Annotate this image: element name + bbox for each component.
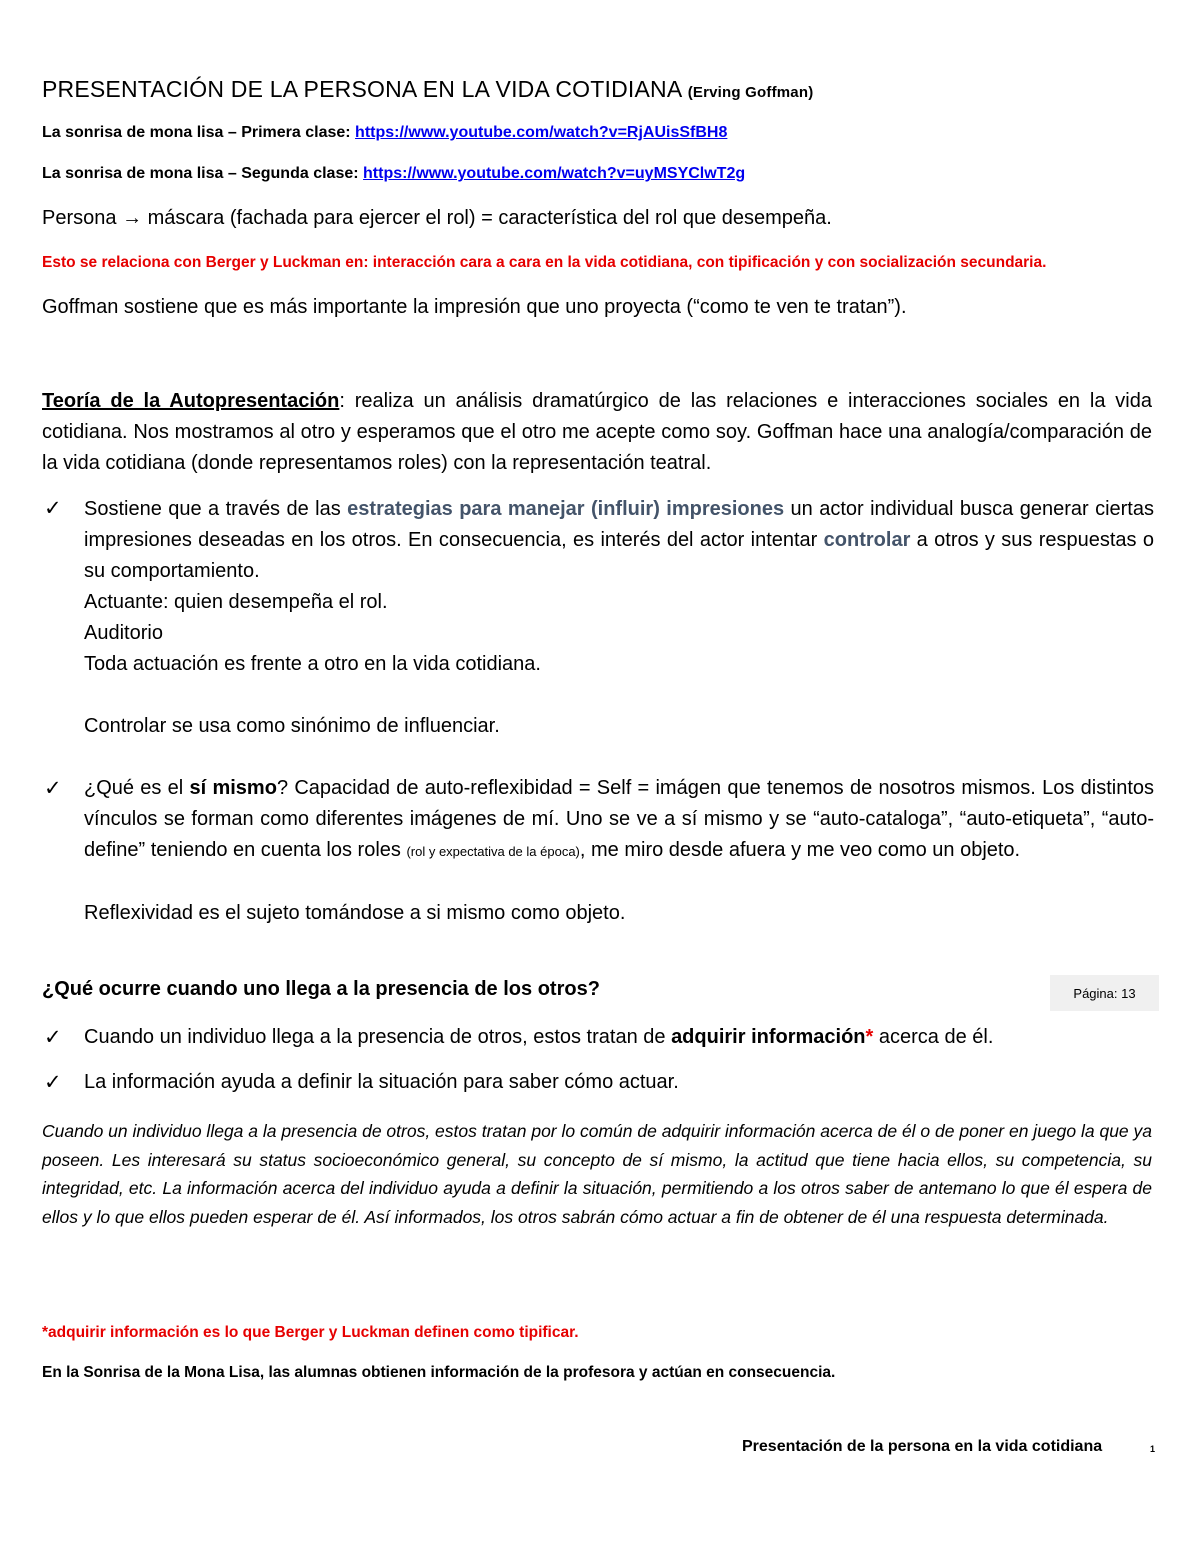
- check-icon: ✓: [44, 777, 62, 800]
- footer-page-number: 1: [1150, 1444, 1156, 1454]
- bullet2-p1: ¿Qué es el: [84, 777, 190, 799]
- page-number-box: Página: 13: [1050, 975, 1159, 1011]
- bullet1-actuacion: Toda actuación es frente a otro en la vida cotidiana.: [84, 653, 541, 675]
- bullet1-highlight-strategies: estrategias para manejar (influir) impresiones: [347, 498, 785, 520]
- bullet1-p2: un actor individual busca generar ciertas impresiones deseadas en los otros. En consecuencia, es interés del actor intentar: [84, 498, 1154, 551]
- bullet1-p3: a otros y sus respuestas o su comportamiento.: [84, 529, 1154, 582]
- bullet-si-mismo: [84, 773, 1154, 867]
- check-icon: ✓: [44, 1026, 62, 1049]
- footnote-mona-lisa: En la Sonrisa de la Mona Lisa, las alumnas obtienen información de la profesora y actúan en consecuencia.: [42, 1364, 836, 1381]
- bullet2-bold: sí mismo: [189, 777, 277, 799]
- link-primera-clase[interactable]: https://www.youtube.com/watch?v=RjAUisSfBH8: [355, 124, 728, 141]
- footer-title: Presentación de la persona en la vida cotidiana: [742, 1438, 1103, 1455]
- theory-text: : realiza un análisis dramatúrgico de las relaciones e interacciones sociales en la vida cotidiana. Nos mostramos al otro y esperamos que el otro me acepte como soy. Goffman hace una analogía/comparación de la vida cotidiana (donde representamos roles) con la representación teatral.: [42, 390, 1152, 474]
- page-title: [42, 76, 813, 103]
- footnote-tipificar: *adquirir información es lo que Berger y Luckman definen como tipificar.: [42, 1324, 579, 1341]
- link-segunda-clase[interactable]: https://www.youtube.com/watch?v=uyMSYClwT2g: [363, 165, 746, 182]
- bullet3-p1: Cuando un individuo llega a la presencia de otros, estos tratan de: [84, 1026, 672, 1048]
- bullet3-star: *: [865, 1026, 874, 1048]
- check-icon: ✓: [44, 497, 62, 520]
- bullet1-controlar: Controlar se usa como sinónimo de influenciar.: [84, 715, 500, 737]
- link-line-segunda: [42, 165, 745, 183]
- question-heading: ¿Qué ocurre cuando uno llega a la presencia de los otros?: [42, 978, 600, 1000]
- arrow-icon: →: [122, 207, 143, 229]
- bullet-informacion: La información ayuda a definir la situación para saber cómo actuar.: [84, 1071, 679, 1093]
- bullet1-auditorio: Auditorio: [84, 622, 163, 644]
- link-label-primera: La sonrisa de mona lisa – Primera clase:: [42, 124, 356, 141]
- bullet-strategies: [84, 494, 1154, 587]
- bullet1-p1: Sostiene que a través de las: [84, 498, 348, 520]
- link-label-segunda: La sonrisa de mona lisa – Segunda clase:: [42, 165, 364, 182]
- persona-line: [42, 207, 832, 230]
- bullet2-small: (rol y expectativa de la época): [406, 844, 580, 859]
- title-main: PRESENTACIÓN DE LA PERSONA EN LA VIDA COTIDIANA: [42, 76, 682, 102]
- bullet1-highlight-controlar: controlar: [823, 529, 911, 551]
- goffman-line: Goffman sostiene que es más importante la impresión que uno proyecta (“como te ven te tratan”).: [42, 296, 907, 318]
- bullet-adquirir: [84, 1022, 1154, 1053]
- bullet2-reflexividad: Reflexividad es el sujeto tomándose a si mismo como objeto.: [84, 902, 626, 924]
- berger-line: Esto se relaciona con Berger y Luckman en: interacción cara a cara en la vida cotidiana, con tipificación y con socialización secundaria.: [42, 254, 1047, 271]
- title-author: (Erving Goffman): [687, 84, 814, 101]
- check-icon: ✓: [44, 1071, 62, 1094]
- bullet3-p2: acerca de él.: [873, 1026, 994, 1048]
- theory-term: Teoría de la Autopresentación: [42, 390, 340, 412]
- bullet1-actuante: Actuante: quien desempeña el rol.: [84, 591, 388, 613]
- theory-paragraph: [42, 386, 1152, 479]
- quote-paragraph: Cuando un individuo llega a la presencia de otros, estos tratan por lo común de adquirir información acerca de él o de poner en juego la que ya poseen. Les interesará su status socioeconómico general, su concepto de sí mismo, la actitud que tiene hacia ellos, su competencia, su integridad, etc. La información acerca del individuo ayuda a definir la situación, permitiendo a los otros saber de antemano lo que él espera de ellos y lo que ellos pueden esperar de él. Así informados, los otros sabrán cómo actuar a fin de obtener de él una respuesta determinada.: [42, 1121, 1153, 1227]
- persona-a: Persona: [42, 207, 123, 229]
- bullet2-p2: ? Capacidad de auto-reflexibidad = Self = imágen que tenemos de nosotros mismos. Los distintos vínculos se forman como diferentes imágenes de mí. Uno se ve a sí mismo y se “auto-cataloga”, “auto-etiqueta”, “auto-define” teniendo en cuenta los roles: [84, 777, 1155, 861]
- link-line-primera: [42, 124, 727, 142]
- persona-b: máscara (fachada para ejercer el rol) = característica del rol que desempeña.: [142, 207, 832, 229]
- bullet2-p3: , me miro desde afuera y me veo como un objeto.: [579, 839, 1021, 861]
- bullet3-bold: adquirir información: [671, 1026, 866, 1048]
